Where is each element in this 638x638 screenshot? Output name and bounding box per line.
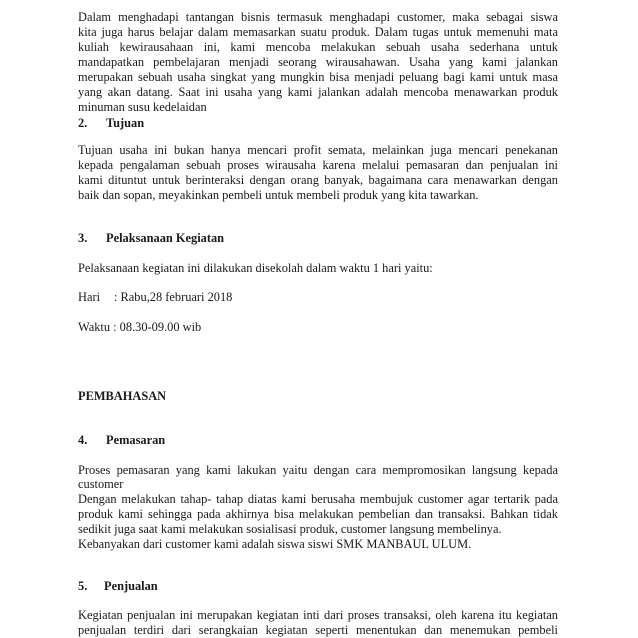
intro-line: kuliah kewirausahaan ini, kami mencoba melakukan sebuah usaha sederhana untuk: [78, 40, 558, 54]
paragraph-line: kami dituntut untuk berinteraksi dengan orang banyak, bagaimana cara menawarkan dengan: [78, 173, 558, 187]
hari-value: : Rabu,28 februari 2018: [114, 290, 233, 304]
section-heading-penjualan: [78, 579, 558, 594]
intro-line: Dalam menghadapi tantangan bisnis termasuk menghadapi customer, maka sebagai siswa: [78, 10, 558, 24]
section-number: 2.: [78, 116, 88, 130]
section-heading-pelaksanaan: [78, 231, 558, 246]
intro-line: mandapatkan pembelajaran menjadi seorang wirausahawan. Usaha yang kami jalankan: [78, 55, 558, 69]
intro-line: kita juga harus belajar dalam memasarkan suatu produk. Dalam tugas untuk memenuhi mata: [78, 25, 558, 39]
section-number: 4.: [78, 433, 88, 447]
paragraph-line: Pelaksanaan kegiatan ini dilakukan disekolah dalam waktu 1 hari yaitu:: [78, 261, 433, 275]
paragraph-line: customer: [78, 477, 124, 491]
section-number: 5.: [78, 579, 88, 593]
pembahasan-heading: PEMBAHASAN: [78, 389, 167, 403]
section-title: Pemasaran: [106, 433, 166, 447]
paragraph-line: penjualan terdiri dari serangkaian kegiatan seperti menentukan dan menemukan pembeli: [78, 623, 558, 637]
paragraph-line: Tujuan usaha ini bukan hanya mencari profit semata, melainkan juga mencari penekanan: [78, 143, 558, 157]
section-title: Penjualan: [104, 579, 158, 593]
section-heading-pemasaran: [78, 433, 558, 448]
section-number: 3.: [78, 231, 88, 245]
hari-row: [78, 290, 558, 305]
hari-label: Hari: [78, 290, 101, 304]
section-heading-tujuan: [78, 116, 558, 131]
intro-line: minuman susu kedelaidan: [78, 100, 207, 114]
section-title: Tujuan: [106, 116, 145, 130]
paragraph-line: Dengan melakukan tahap- tahap diatas kami berusaha membujuk customer agar tertarik pada: [78, 492, 558, 506]
intro-line: yang akan datang. Saat ini usaha yang kami jalankan adalah mencoba menawarkan produk: [78, 85, 558, 99]
intro-line: merupakan sebuah usaha singkat yang mungkin bisa menjadi peluang bagi kami untuk masa: [78, 70, 558, 84]
paragraph-line: sedikit juga saat kami melakukan sosialisasi produk, customer langsung membelinya.: [78, 522, 502, 536]
paragraph-line: baik dan sopan, meyakinkan pembeli untuk membeli produk yang kita tawarkan.: [78, 188, 479, 202]
waktu-row: Waktu : 08.30-09.00 wib: [78, 320, 202, 334]
paragraph-line: kepada pengalaman sebuah proses wirausaha karena melalui pemasaran dan penjualan ini: [78, 158, 558, 172]
paragraph-line: Kebanyakan dari customer kami adalah siswa siswi SMK MANBAUL ULUM.: [78, 537, 472, 551]
paragraph-line: Kegiatan penjualan ini merupakan kegiatan inti dari proses transaksi, oleh karena itu kegiatan: [78, 608, 558, 622]
section-title: Pelaksanaan Kegiatan: [106, 231, 225, 245]
paragraph-line: produk kami sehingga pada akhirnya bisa melakukan pembelian dan transaksi. Bahkan tidak: [78, 507, 558, 521]
paragraph-line: Proses pemasaran yang kami lakukan yaitu dengan cara mempromosikan langsung kepada: [78, 463, 558, 477]
